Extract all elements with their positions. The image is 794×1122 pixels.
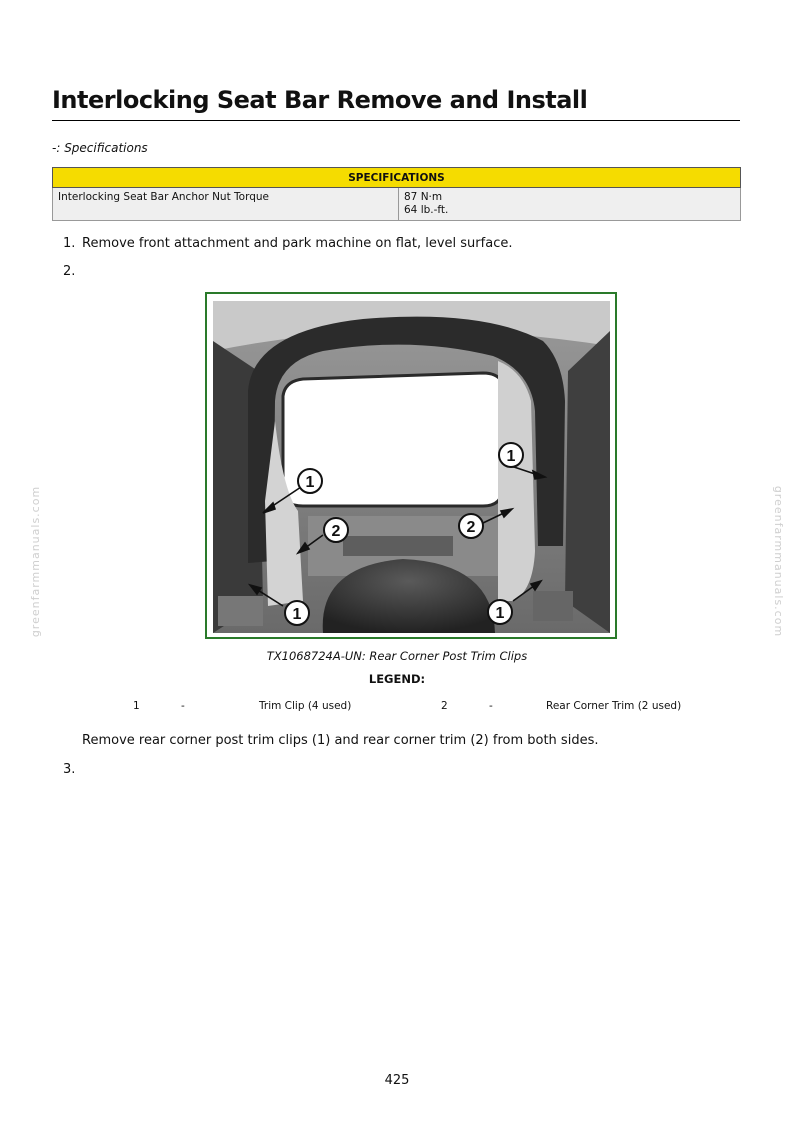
back-panel-vent <box>343 536 453 556</box>
svg-text:1: 1 <box>506 448 516 465</box>
specifications-header: SPECIFICATIONS <box>53 168 741 188</box>
table-row <box>53 188 741 221</box>
legend-item-1-label: Trim Clip (4 used) <box>259 700 352 712</box>
step-2-instruction: Remove rear corner post trim clips (1) and rear corner trim (2) from both sides. <box>82 733 599 748</box>
legend-item-2-dash: - <box>489 700 493 712</box>
step-number: 3. <box>63 762 76 777</box>
specifications-reference: -: Specifications <box>52 141 148 155</box>
legend-title: LEGEND: <box>368 672 426 686</box>
callout-1-lower-left <box>285 601 309 625</box>
right-console <box>533 591 573 621</box>
svg-text:2: 2 <box>466 519 476 536</box>
callout-2-right <box>459 514 483 538</box>
legend-item-2-number: 2 <box>441 700 448 712</box>
page-title: Interlocking Seat Bar Remove and Install <box>52 86 740 121</box>
step-number: 2. <box>63 264 76 279</box>
right-wall <box>565 331 610 633</box>
right-corner-trim <box>498 361 535 601</box>
callout-1-upper-right <box>499 443 523 467</box>
figure-rear-corner-post-trim-clips <box>205 292 617 639</box>
svg-text:1: 1 <box>495 605 505 622</box>
spec-value-metric: 87 N·m <box>404 191 443 203</box>
svg-text:2: 2 <box>331 523 341 540</box>
spec-name-cell: Interlocking Seat Bar Anchor Nut Torque <box>53 188 399 221</box>
legend-item-1-number: 1 <box>133 700 140 712</box>
left-console <box>218 596 263 626</box>
legend-item-1-dash: - <box>181 700 185 712</box>
spec-value-cell <box>399 188 741 221</box>
watermark-left: greenfarmmanuals.com <box>29 485 43 638</box>
page-number: 425 <box>384 1073 410 1088</box>
watermark-right: greenfarmmanuals.com <box>772 485 786 638</box>
callout-1-upper-left <box>298 469 322 493</box>
cab-interior-photo <box>213 301 610 633</box>
specifications-table <box>52 167 741 221</box>
step-number: 1. <box>63 236 76 251</box>
spec-value-imperial: 64 lb.-ft. <box>404 204 449 216</box>
svg-text:1: 1 <box>305 474 315 491</box>
svg-text:1: 1 <box>292 606 302 623</box>
legend-item-2-label: Rear Corner Trim (2 used) <box>546 700 682 712</box>
callout-2-left <box>324 518 348 542</box>
callout-1-lower-right <box>488 600 512 624</box>
step-text: Remove front attachment and park machine on flat, level surface. <box>82 236 513 251</box>
figure-caption: TX1068724A-UN: Rear Corner Post Trim Clips <box>266 649 528 663</box>
specifications-header-row <box>53 168 741 188</box>
